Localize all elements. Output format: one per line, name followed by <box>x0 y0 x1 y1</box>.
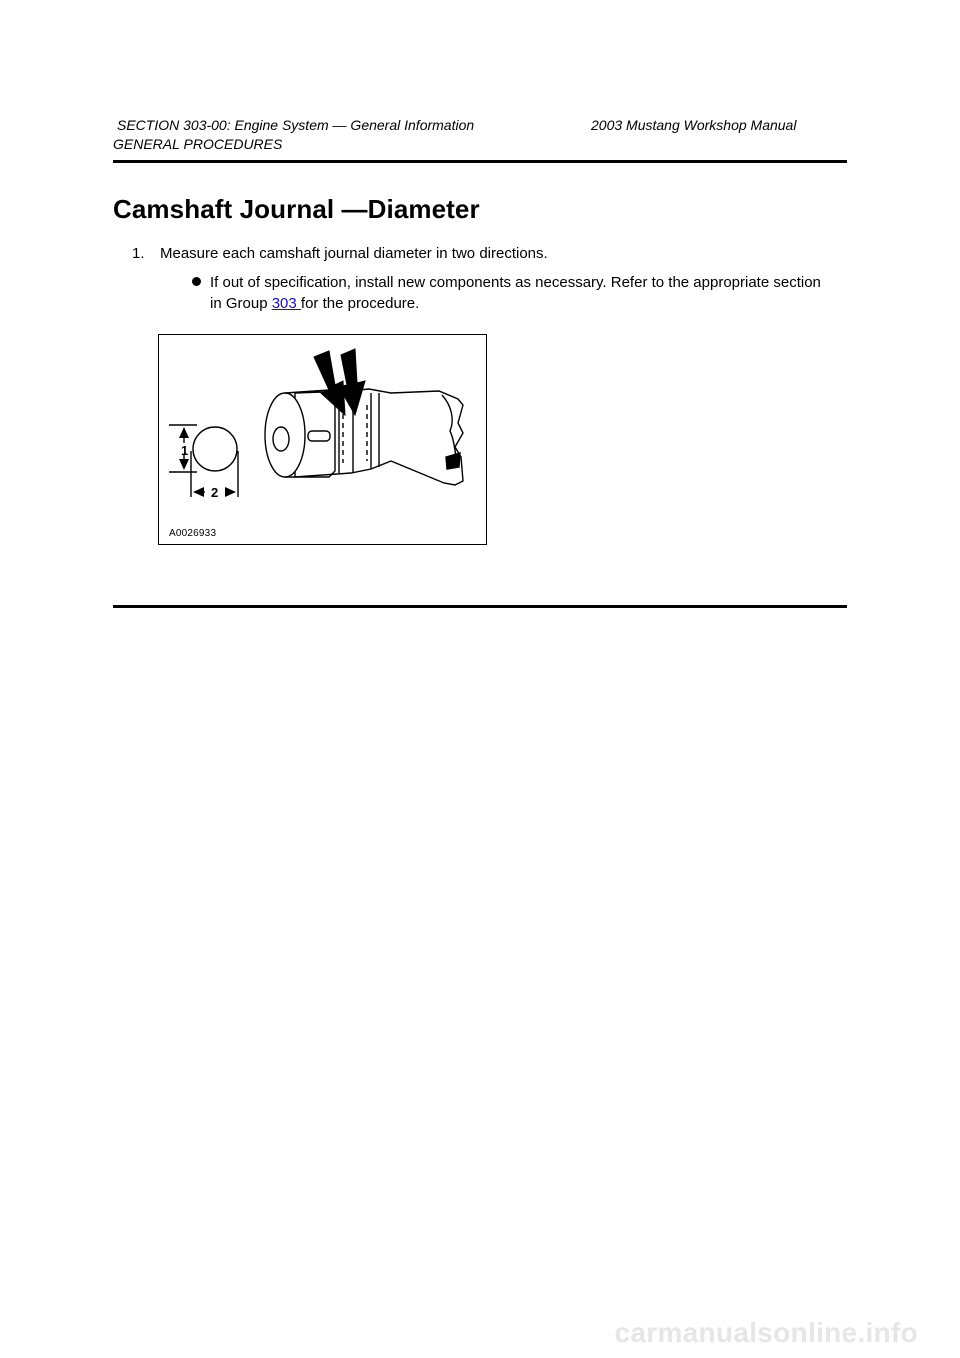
step-note <box>210 272 830 314</box>
callout-2: 2 <box>211 485 219 500</box>
journal-section-circle <box>193 427 237 471</box>
page-title: Camshaft Journal —Diameter <box>113 194 480 224</box>
figure-code: A0026933 <box>169 528 217 539</box>
footer-divider <box>113 605 847 608</box>
camshaft-journal-figure <box>158 334 487 545</box>
header-section-title: SECTION 303-00: Engine System — General Information <box>117 117 475 133</box>
watermark: carmanualsonline.info <box>614 1317 918 1348</box>
step-text: Measure each camshaft journal diameter in two directions. <box>160 245 548 262</box>
callout-1: 1 <box>181 443 189 458</box>
camshaft-illustration <box>159 335 486 544</box>
bullet-icon <box>192 277 201 286</box>
header-manual-title: 2003 Mustang Workshop Manual <box>591 117 797 133</box>
note-text-after: for the procedure. <box>300 295 420 312</box>
header-subsection: GENERAL PROCEDURES <box>113 136 283 152</box>
note-text-before: If out of specification, install new components as necessary. Refer to the appropriate section in Group <box>210 274 821 312</box>
step-number: 1. <box>132 245 145 262</box>
group-303-link[interactable]: 303 <box>271 295 301 312</box>
header-divider <box>113 160 847 163</box>
